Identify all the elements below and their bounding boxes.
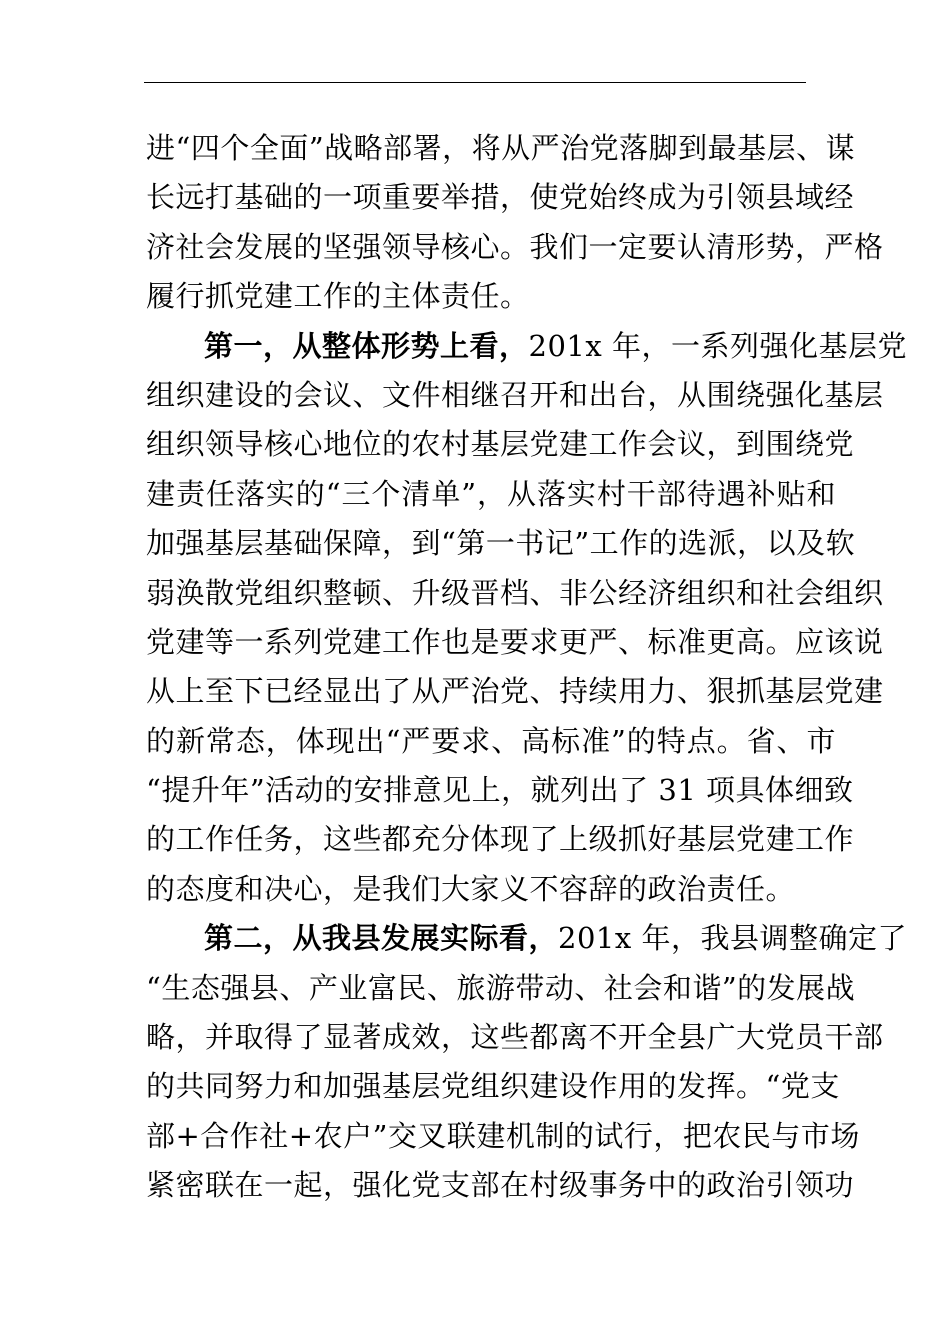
- text-line: 的共同努力和加强基层党组织建设作用的发挥。“党支: [146, 1069, 840, 1104]
- text-line: 履行抓党建工作的主体责任。: [146, 279, 530, 314]
- text-line: 紧密联在一起，强化党支部在村级事务中的政治引领功: [146, 1168, 855, 1203]
- text-line: 组织建设的会议、文件相继召开和出台，从围绕强化基层: [146, 377, 884, 412]
- text-line: [146, 914, 907, 963]
- text-line: 建责任落实的“三个清单”，从落实村干部待遇补贴和: [146, 476, 836, 511]
- text-line: [146, 322, 907, 371]
- text-line: 部+合作社+农户”交叉联建机制的试行，把农民与市场: [146, 1118, 860, 1153]
- text-line: 济社会发展的坚强领导核心。我们一定要认清形势，严格: [146, 229, 884, 264]
- document-body: [146, 124, 907, 1211]
- paragraph: [146, 124, 884, 322]
- text-line: 进“四个全面”战略部署，将从严治党落脚到最基层、谋: [146, 131, 856, 165]
- paragraph: [146, 914, 907, 1210]
- text-line: 的工作任务，这些都充分体现了上级抓好基层党建工作: [146, 822, 855, 857]
- header-rule: [144, 82, 806, 83]
- text-run: 201x 年，我县调整确定了: [558, 921, 907, 956]
- paragraph: [146, 322, 907, 915]
- text-line: 加强基层基础保障，到“第一书记”工作的选派，以及软: [146, 526, 856, 561]
- paragraph-lead: 第二，从我县发展实际看，: [204, 921, 559, 956]
- text-line: 的新常态，体现出“严要求、高标准”的特点。省、市: [146, 723, 836, 758]
- text-line: 从上至下已经显出了从严治党、持续用力、狠抓基层党建: [146, 674, 884, 709]
- text-line: 弱涣散党组织整顿、升级晋档、非公经济组织和社会组织: [146, 575, 884, 610]
- paragraph-lead: 第一，从整体形势上看，: [204, 328, 529, 363]
- text-line: 党建等一系列党建工作也是要求更严、标准更高。应该说: [146, 624, 884, 659]
- text-run: 201x 年，一系列强化基层党: [528, 328, 907, 363]
- text-line: “提升年”活动的安排意见上，就列出了 31 项具体细致: [146, 773, 854, 808]
- text-line: 长远打基础的一项重要举措，使党始终成为引领县域经: [146, 180, 855, 215]
- text-line: 的态度和决心，是我们大家义不容辞的政治责任。: [146, 871, 796, 906]
- text-line: “生态强县、产业富民、旅游带动、社会和谐”的发展战: [146, 970, 856, 1005]
- text-line: 略，并取得了显著成效，这些都离不开全县广大党员干部: [146, 1020, 884, 1055]
- text-line: 组织领导核心地位的农村基层党建工作会议，到围绕党: [146, 427, 855, 462]
